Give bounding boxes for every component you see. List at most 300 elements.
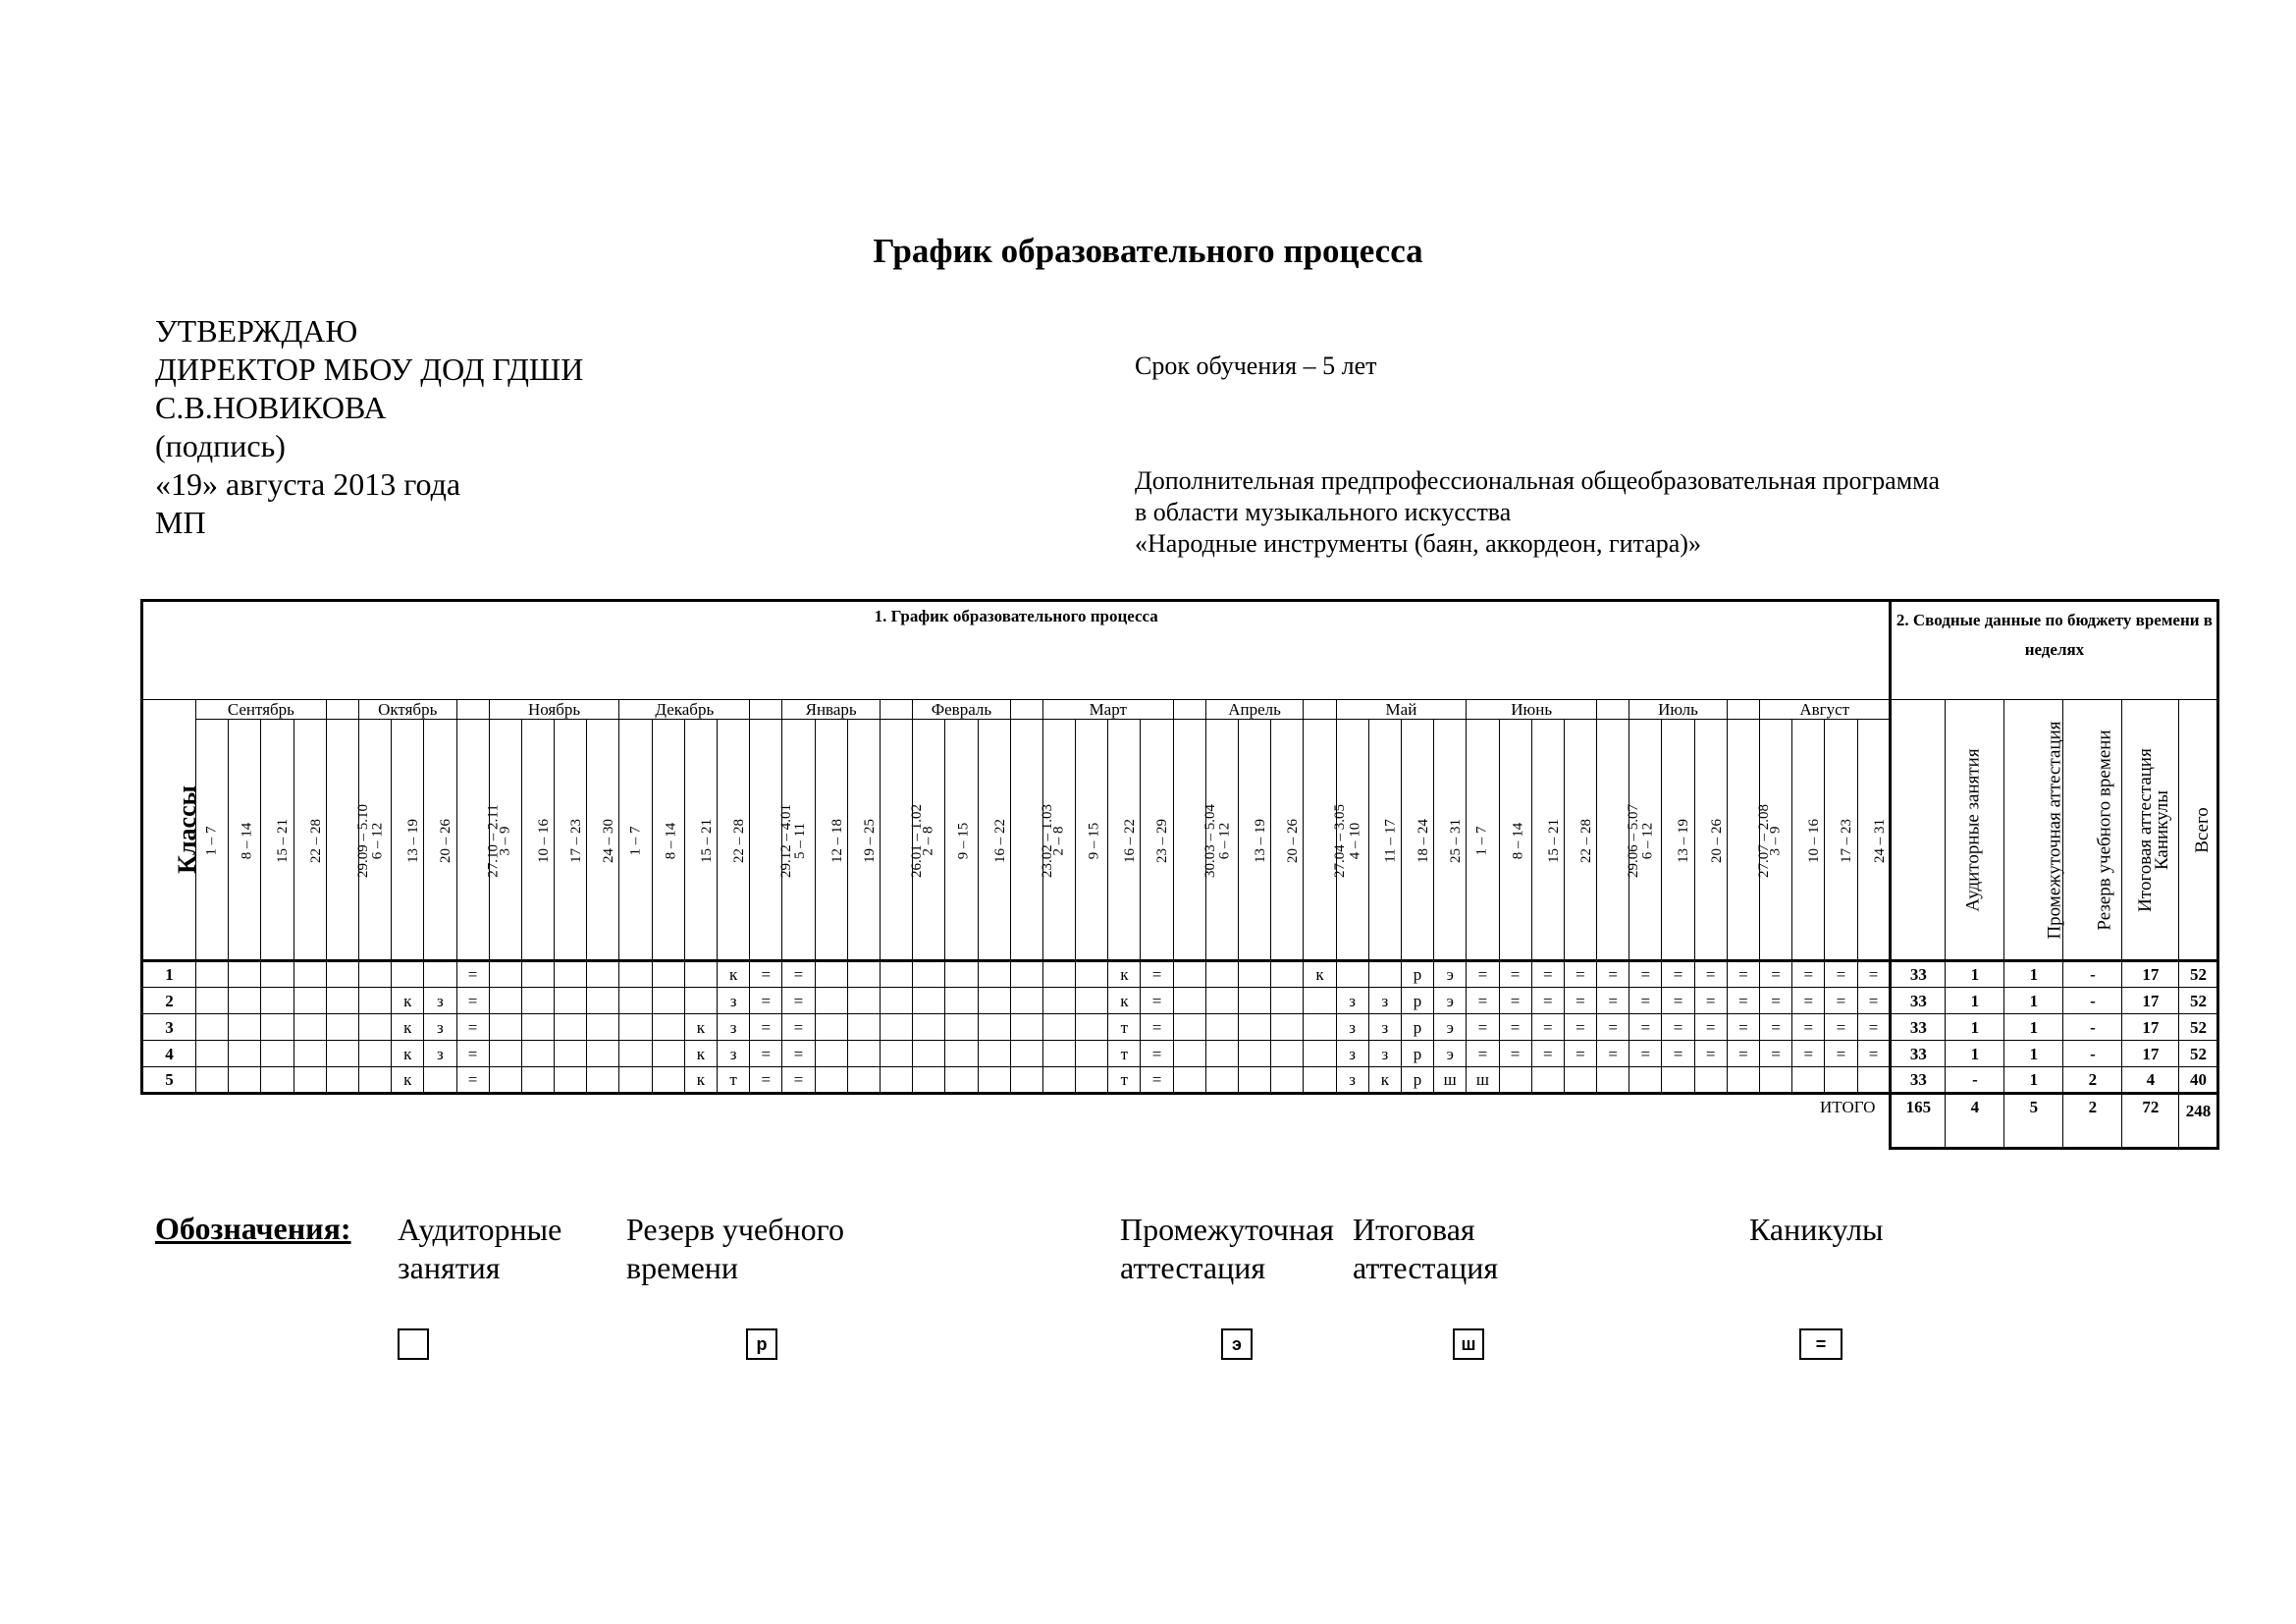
class-number: 1 — [142, 961, 196, 988]
summary-value: 52 — [2179, 961, 2218, 988]
schedule-table — [140, 599, 2219, 1150]
week-label: 17 – 23 — [1839, 819, 1855, 863]
schedule-cell — [1239, 1067, 1271, 1094]
legend-symbol-reserve: р — [746, 1328, 777, 1360]
week-header — [229, 720, 261, 961]
schedule-cell: т — [1108, 1041, 1141, 1067]
summary-header-label: Каникулы — [2152, 789, 2173, 870]
schedule-cell — [1662, 1067, 1694, 1094]
legend-symbol-final: ш — [1453, 1328, 1484, 1360]
schedule-cell — [978, 961, 1010, 988]
schedule-cell — [326, 1014, 358, 1041]
summary-value: 1 — [1946, 1041, 2004, 1067]
schedule-cell — [1173, 988, 1205, 1014]
week-label: 9 – 15 — [1086, 822, 1102, 860]
month-header — [456, 700, 489, 720]
legend-item-text: времени — [626, 1250, 739, 1285]
schedule-cell — [229, 961, 261, 988]
total-label: ИТОГО — [1820, 1098, 1876, 1116]
schedule-cell: к — [718, 961, 750, 988]
schedule-cell: = — [1792, 1041, 1825, 1067]
week-header — [1141, 720, 1173, 961]
summary-value: 40 — [2179, 1067, 2218, 1094]
month-header — [1304, 700, 1336, 720]
section-title-row — [142, 601, 2218, 700]
schedule-cell — [196, 988, 229, 1014]
legend-item-intermediate — [1120, 1211, 1334, 1287]
week-header — [880, 720, 925, 961]
schedule-cell — [1531, 1067, 1564, 1094]
week-label: 6 – 12 — [1216, 822, 1233, 860]
summary-section-title: 2. Сводные данные по бюджету времени в неделях — [1891, 601, 2218, 700]
week-header — [1857, 720, 1891, 961]
schedule-cell — [945, 961, 978, 988]
schedule-cell — [489, 961, 521, 988]
schedule-cell — [358, 1014, 391, 1041]
schedule-cell — [424, 1067, 456, 1094]
schedule-cell — [1010, 1067, 1042, 1094]
week-label: 3 – 9 — [497, 826, 513, 856]
week-header — [1727, 720, 1772, 961]
schedule-cell — [1727, 1067, 1759, 1094]
schedule-cell: т — [1108, 1014, 1141, 1041]
schedule-cell — [196, 1014, 229, 1041]
month-row — [142, 700, 2218, 720]
schedule-cell — [1760, 1067, 1792, 1094]
schedule-cell: = — [1727, 1041, 1759, 1067]
schedule-cell — [847, 1041, 880, 1067]
summary-total: 248 — [2179, 1094, 2218, 1149]
schedule-cell — [913, 1041, 945, 1067]
summary-value: 52 — [2179, 988, 2218, 1014]
summary-total: 5 — [2004, 1094, 2063, 1149]
schedule-cell — [1042, 1014, 1075, 1041]
schedule-cell: = — [1857, 1041, 1891, 1067]
week-label: 16 – 22 — [991, 819, 1008, 863]
week-label: 22 – 28 — [731, 819, 747, 863]
schedule-cell: = — [1141, 1041, 1173, 1067]
summary-total: 2 — [2063, 1094, 2122, 1149]
schedule-cell: р — [1401, 988, 1433, 1014]
schedule-cell: з — [1368, 1014, 1401, 1041]
week-label: 19 – 25 — [861, 819, 878, 863]
month-header: Июнь — [1467, 700, 1597, 720]
week-header — [1076, 720, 1108, 961]
legend-symbol-empty — [398, 1328, 429, 1360]
schedule-cell — [1304, 1014, 1336, 1041]
schedule-cell — [358, 1041, 391, 1067]
month-header: Март — [1042, 700, 1173, 720]
week-label: 24 – 31 — [1871, 819, 1888, 863]
week-header — [619, 720, 652, 961]
approval-line: УТВЕРЖДАЮ — [155, 313, 358, 349]
week-label: 29.06 – 5.07 — [1626, 804, 1642, 878]
week-header — [1531, 720, 1564, 961]
schedule-cell — [358, 961, 391, 988]
week-header — [261, 720, 294, 961]
legend-item-text: Аудиторные — [398, 1212, 562, 1247]
legend-item-text: Итоговая — [1353, 1212, 1475, 1247]
schedule-cell — [684, 961, 717, 988]
month-header: Декабрь — [619, 700, 750, 720]
schedule-cell: = — [1629, 961, 1662, 988]
schedule-cell: з — [718, 1014, 750, 1041]
schedule-cell: р — [1401, 961, 1433, 988]
summary-value: 1 — [1946, 988, 2004, 1014]
schedule-cell: к — [392, 1041, 424, 1067]
schedule-cell: = — [1141, 1067, 1173, 1094]
schedule-cell: = — [456, 961, 489, 988]
schedule-cell: т — [718, 1067, 750, 1094]
week-label: 1 – 7 — [627, 826, 644, 856]
class-row — [142, 1014, 2218, 1041]
schedule-cell — [880, 988, 912, 1014]
schedule-cell — [555, 961, 587, 988]
schedule-cell: з — [424, 1014, 456, 1041]
schedule-cell — [294, 1041, 326, 1067]
schedule-cell: = — [1629, 1041, 1662, 1067]
week-label: 17 – 23 — [568, 819, 585, 863]
schedule-cell: = — [1499, 988, 1531, 1014]
schedule-cell: з — [1368, 988, 1401, 1014]
schedule-cell: = — [1597, 988, 1629, 1014]
schedule-cell: = — [1792, 1014, 1825, 1041]
class-row — [142, 988, 2218, 1014]
schedule-cell — [294, 961, 326, 988]
schedule-cell — [196, 1041, 229, 1067]
schedule-cell — [652, 988, 684, 1014]
week-label: 13 – 19 — [1676, 819, 1692, 863]
summary-value: 33 — [1891, 1067, 1946, 1094]
schedule-cell — [326, 961, 358, 988]
summary-value: 1 — [2004, 1067, 2063, 1094]
week-header — [1239, 720, 1271, 961]
week-label: 24 – 30 — [601, 819, 617, 863]
schedule-cell — [294, 988, 326, 1014]
schedule-cell: = — [1531, 988, 1564, 1014]
schedule-cell: = — [1531, 1014, 1564, 1041]
schedule-cell — [1792, 1067, 1825, 1094]
week-header — [1368, 720, 1401, 961]
approval-line: (подпись) — [155, 428, 286, 463]
schedule-cell — [1173, 1041, 1205, 1067]
schedule-cell: к — [684, 1014, 717, 1041]
schedule-cell — [1173, 1067, 1205, 1094]
approval-line: МП — [155, 505, 206, 540]
schedule-cell: = — [1857, 988, 1891, 1014]
schedule-cell: = — [1629, 988, 1662, 1014]
schedule-cell: = — [1662, 1014, 1694, 1041]
summary-value: 17 — [2122, 988, 2179, 1014]
schedule-cell: = — [1662, 961, 1694, 988]
schedule-cell — [1694, 1067, 1727, 1094]
week-label: 2 – 8 — [920, 826, 936, 856]
week-label: 2 – 8 — [1050, 826, 1067, 856]
approval-line: С.В.НОВИКОВА — [155, 390, 387, 425]
week-label: 27.04 – 3.05 — [1332, 804, 1349, 878]
schedule-cell — [1173, 961, 1205, 988]
week-header — [815, 720, 847, 961]
schedule-cell — [326, 1067, 358, 1094]
schedule-cell — [196, 1067, 229, 1094]
week-header — [1792, 720, 1825, 961]
schedule-cell — [196, 961, 229, 988]
schedule-cell — [945, 1014, 978, 1041]
schedule-cell — [555, 1014, 587, 1041]
month-header: Октябрь — [358, 700, 456, 720]
schedule-cell — [587, 1067, 619, 1094]
week-label: 8 – 14 — [662, 822, 678, 860]
week-label: 1 – 7 — [203, 826, 220, 856]
summary-value: 1 — [2004, 961, 2063, 988]
schedule-cell — [261, 1067, 294, 1094]
schedule-cell: = — [1629, 1014, 1662, 1041]
schedule-cell — [489, 1041, 521, 1067]
schedule-cell: = — [1141, 988, 1173, 1014]
schedule-cell: з — [718, 988, 750, 1014]
legend-item-text: занятия — [398, 1250, 501, 1285]
schedule-cell — [1304, 1067, 1336, 1094]
week-label: 8 – 14 — [239, 822, 255, 860]
schedule-cell — [1239, 988, 1271, 1014]
month-header: Сентябрь — [196, 700, 327, 720]
summary-value: 1 — [2004, 1014, 2063, 1041]
summary-header-label: Промежуточная аттестация — [2044, 720, 2065, 940]
summary-header — [2179, 700, 2218, 961]
schedule-cell — [815, 988, 847, 1014]
week-label: 22 – 28 — [307, 819, 324, 863]
schedule-cell: к — [684, 1067, 717, 1094]
week-header — [1467, 720, 1499, 961]
week-label: 26.01 – 1.02 — [908, 804, 925, 878]
schedule-cell: = — [1564, 961, 1596, 988]
week-label: 1 – 7 — [1473, 826, 1490, 856]
month-header: Апрель — [1205, 700, 1304, 720]
schedule-cell: = — [456, 1014, 489, 1041]
schedule-cell — [1205, 961, 1238, 988]
schedule-cell: = — [1694, 1041, 1727, 1067]
schedule-cell: = — [1857, 1014, 1891, 1041]
week-header — [1662, 720, 1694, 961]
schedule-cell — [815, 1014, 847, 1041]
schedule-cell: = — [1694, 988, 1727, 1014]
class-number: 5 — [142, 1067, 196, 1094]
schedule-cell — [880, 961, 912, 988]
schedule-cell — [424, 961, 456, 988]
program-description — [1135, 465, 1940, 560]
schedule-cell — [1239, 1041, 1271, 1067]
schedule-cell — [587, 988, 619, 1014]
classes-label: Классы — [172, 785, 201, 874]
month-header — [326, 700, 358, 720]
week-label: 23.02 – 1.03 — [1039, 804, 1055, 878]
schedule-cell — [619, 1014, 652, 1041]
week-header — [326, 720, 371, 961]
schedule-cell: = — [750, 1014, 782, 1041]
schedule-cell — [1205, 988, 1238, 1014]
schedule-cell: = — [1141, 961, 1173, 988]
schedule-cell — [521, 961, 554, 988]
week-label: 15 – 21 — [1545, 819, 1562, 863]
schedule-cell — [880, 1041, 912, 1067]
schedule-cell — [1629, 1067, 1662, 1094]
schedule-cell: = — [1597, 1014, 1629, 1041]
month-header: Февраль — [913, 700, 1011, 720]
schedule-cell: = — [782, 1041, 815, 1067]
month-header — [750, 700, 782, 720]
summary-value: 52 — [2179, 1041, 2218, 1067]
legend-symbol-holidays: = — [1799, 1328, 1842, 1360]
schedule-cell — [945, 1067, 978, 1094]
legend-item-text: аттестация — [1120, 1250, 1266, 1285]
schedule-cell — [1271, 1014, 1304, 1041]
schedule-cell — [1597, 1067, 1629, 1094]
summary-value: 4 — [2122, 1067, 2179, 1094]
class-row — [142, 1041, 2218, 1067]
schedule-cell: = — [1760, 1014, 1792, 1041]
schedule-cell: = — [1694, 1014, 1727, 1041]
schedule-cell — [229, 1014, 261, 1041]
schedule-cell: = — [1499, 1041, 1531, 1067]
schedule-cell — [521, 1014, 554, 1041]
program-line: Дополнительная предпрофессиональная общеобразовательная программа — [1135, 466, 1940, 495]
summary-value: - — [2063, 1014, 2122, 1041]
week-header — [945, 720, 978, 961]
week-label: 20 – 26 — [438, 819, 454, 863]
schedule-cell — [1205, 1014, 1238, 1041]
schedule-cell — [489, 1014, 521, 1041]
schedule-cell: з — [1336, 988, 1368, 1014]
week-label: 8 – 14 — [1509, 822, 1525, 860]
week-label: 20 – 26 — [1285, 819, 1302, 863]
legend-item-classes — [398, 1211, 561, 1287]
month-header — [880, 700, 912, 720]
summary-value: 17 — [2122, 961, 2179, 988]
legend-symbol-intermediate: э — [1221, 1328, 1253, 1360]
schedule-cell — [652, 1041, 684, 1067]
classes-header — [142, 700, 201, 961]
month-header: Май — [1336, 700, 1467, 720]
week-header — [392, 720, 424, 961]
schedule-cell — [913, 1067, 945, 1094]
program-line: «Народные инструменты (баян, аккордеон, гитара)» — [1135, 529, 1701, 558]
schedule-cell — [587, 1014, 619, 1041]
week-header — [652, 720, 684, 961]
week-header — [978, 720, 1010, 961]
week-label: 6 – 12 — [1639, 822, 1656, 860]
schedule-cell: = — [1727, 1014, 1759, 1041]
summary-value: 1 — [1946, 1014, 2004, 1041]
schedule-cell: з — [1368, 1041, 1401, 1067]
schedule-cell — [521, 988, 554, 1014]
schedule-cell: = — [1760, 988, 1792, 1014]
schedule-cell — [1173, 1014, 1205, 1041]
schedule-cell: = — [750, 988, 782, 1014]
schedule-cell — [1271, 961, 1304, 988]
schedule-cell — [1010, 1014, 1042, 1041]
schedule-cell — [1076, 1067, 1108, 1094]
month-header — [1597, 700, 1629, 720]
schedule-cell — [555, 1067, 587, 1094]
week-label: 9 – 15 — [955, 822, 972, 860]
week-header — [718, 720, 750, 961]
schedule-cell — [1010, 961, 1042, 988]
week-header — [555, 720, 587, 961]
schedule-cell — [1042, 988, 1075, 1014]
schedule-cell: т — [1108, 1067, 1141, 1094]
schedule-cell — [1076, 1014, 1108, 1041]
schedule-cell — [1271, 1041, 1304, 1067]
week-header — [1401, 720, 1433, 961]
week-label: 13 – 19 — [1253, 819, 1268, 863]
schedule-cell — [619, 988, 652, 1014]
schedule-cell: к — [392, 1014, 424, 1041]
legend-item-holidays — [1749, 1211, 1884, 1249]
schedule-cell — [229, 1041, 261, 1067]
schedule-cell — [815, 1067, 847, 1094]
week-header — [1499, 720, 1531, 961]
schedule-cell: = — [1825, 988, 1857, 1014]
week-header — [684, 720, 717, 961]
schedule-cell: = — [1141, 1014, 1173, 1041]
study-term: Срок обучения – 5 лет — [1135, 352, 1377, 380]
schedule-cell: = — [1531, 1041, 1564, 1067]
schedule-cell — [1857, 1067, 1891, 1094]
schedule-cell — [1076, 1041, 1108, 1067]
schedule-cell — [555, 988, 587, 1014]
week-label: 18 – 24 — [1415, 819, 1431, 863]
month-header — [1010, 700, 1042, 720]
schedule-cell: р — [1401, 1014, 1433, 1041]
schedule-cell — [978, 988, 1010, 1014]
week-label: 29.09 – 5.10 — [354, 804, 371, 878]
schedule-cell — [1368, 961, 1401, 988]
month-header: Январь — [782, 700, 881, 720]
schedule-cell: = — [1727, 988, 1759, 1014]
summary-value: 33 — [1891, 961, 1946, 988]
week-header — [1304, 720, 1349, 961]
summary-value: 33 — [1891, 1041, 1946, 1067]
week-label: 15 – 21 — [275, 819, 292, 863]
schedule-cell: = — [1727, 961, 1759, 988]
schedule-cell: = — [1467, 1014, 1499, 1041]
schedule-cell — [326, 1041, 358, 1067]
schedule-cell — [847, 1014, 880, 1041]
schedule-cell — [1042, 961, 1075, 988]
schedule-cell — [652, 961, 684, 988]
schedule-cell — [619, 1067, 652, 1094]
week-label: 29.12 – 4.01 — [778, 804, 795, 878]
schedule-cell: = — [1825, 1041, 1857, 1067]
schedule-cell: к — [1368, 1067, 1401, 1094]
class-row — [142, 961, 2218, 988]
schedule-cell: = — [1694, 961, 1727, 988]
class-number: 3 — [142, 1014, 196, 1041]
schedule-cell — [294, 1067, 326, 1094]
week-header — [587, 720, 619, 961]
schedule-cell — [1042, 1067, 1075, 1094]
schedule-cell — [1304, 1041, 1336, 1067]
week-header — [1694, 720, 1727, 961]
legend-item-text: Каникулы — [1749, 1212, 1884, 1247]
week-header — [521, 720, 554, 961]
schedule-cell: = — [456, 1041, 489, 1067]
class-number: 4 — [142, 1041, 196, 1067]
schedule-cell — [521, 1067, 554, 1094]
summary-value: - — [2063, 961, 2122, 988]
legend-item-text: Промежуточная — [1120, 1212, 1334, 1247]
schedule-cell: к — [684, 1041, 717, 1067]
